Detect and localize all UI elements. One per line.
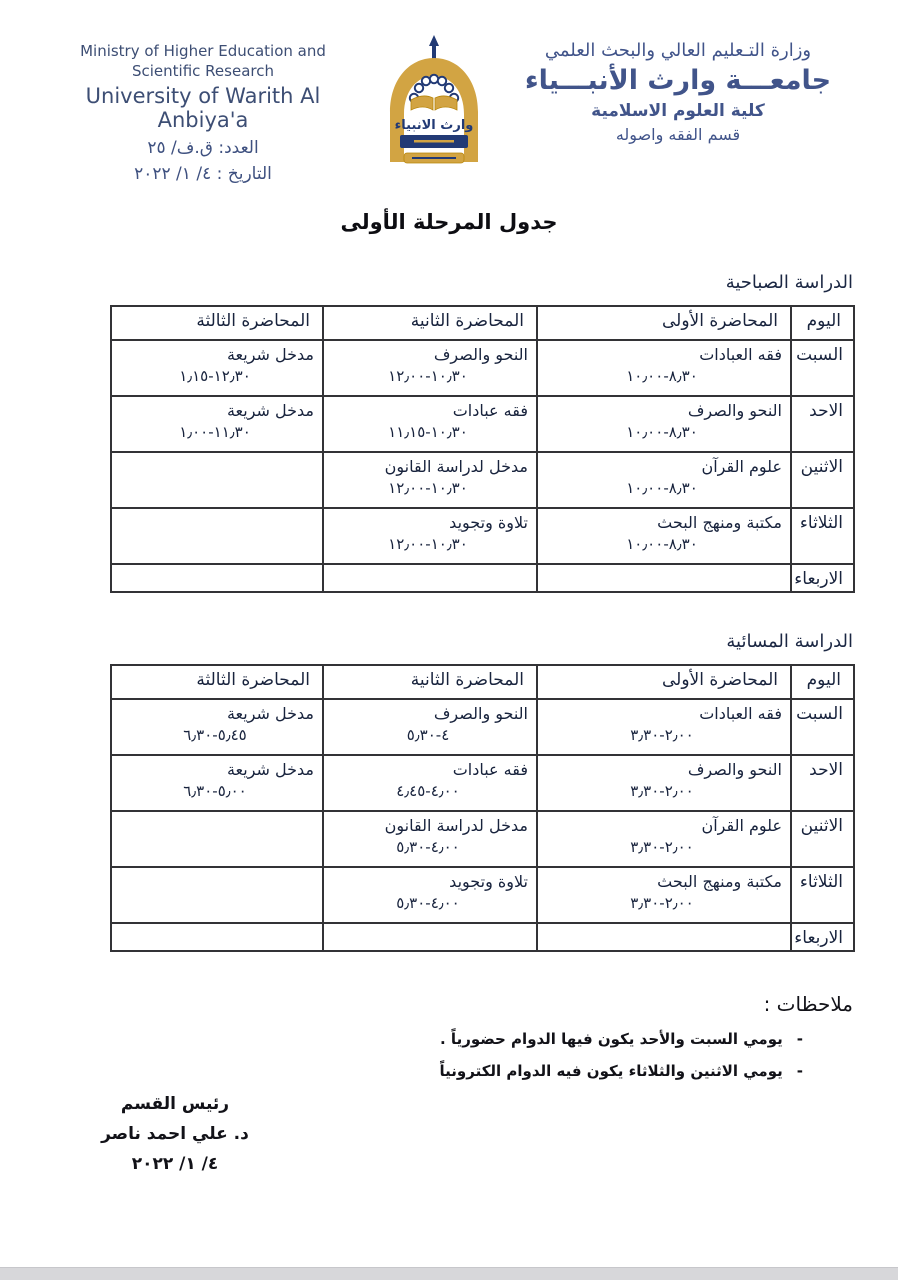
subject-text: النحو والصرف (433, 345, 528, 364)
lecture-cell (323, 396, 537, 452)
subject-text: مدخل لدراسة القانون (384, 816, 528, 835)
subject-text: علوم القرآن (701, 816, 782, 835)
time-text: ٤-٥٫٣٠ (406, 726, 450, 744)
time-text: ٨٫٣٠-١٠٫٠٠ (626, 479, 698, 497)
time-text: ١٠٫٣٠-١١٫١٥ (388, 423, 468, 441)
subject-text: النحو والصرف (433, 704, 528, 723)
time-text: ٤٫٠٠-٤٫٤٥ (396, 782, 460, 800)
lecture-cell-empty (111, 923, 323, 951)
day-cell: الاربعاء (791, 564, 854, 592)
col-header-lecture3: المحاضرة الثالثة (111, 665, 323, 699)
lecture-cell (537, 340, 791, 396)
lecture-cell-empty (111, 867, 323, 923)
logo-book-icon (411, 96, 457, 110)
lecture-cell (111, 396, 323, 452)
col-header-lecture3: المحاضرة الثالثة (111, 306, 323, 340)
subject-text: فقه عبادات (452, 760, 528, 779)
lecture-cell-empty (537, 564, 791, 592)
table-row-tuesday (111, 867, 854, 923)
time-text: ١٢٫٣٠-١٫١٥ (179, 367, 251, 385)
lecture-cell-empty (111, 811, 323, 867)
time-text: ٤٫٠٠-٥٫٣٠ (396, 894, 460, 912)
subject-text: علوم القرآن (701, 457, 782, 476)
subject-text: مدخل شريعة (226, 760, 314, 779)
subject-text: النحو والصرف (687, 401, 782, 420)
table-row-saturday (111, 340, 854, 396)
note-text: يومي الاثنين والثلاثاء يكون فيه الدوام الكترونياً (439, 1062, 783, 1080)
university-logo (374, 34, 494, 186)
note-item (0, 1030, 803, 1048)
university-en: University of Warith Al Anbiya'a (85, 84, 321, 132)
subject-text: مكتبة ومنهج البحث (657, 513, 782, 532)
page-title: جدول المرحلة الأولى (340, 210, 558, 234)
header-row (111, 306, 854, 340)
day-cell: الاحد (791, 755, 854, 811)
notes-heading: ملاحظات : (763, 992, 853, 1016)
col-header-lecture2: المحاضرة الثانية (323, 306, 537, 340)
notes-section (0, 992, 853, 1080)
table-row-saturday (111, 699, 854, 755)
day-cell: الثلاثاء (791, 867, 854, 923)
letterhead (0, 0, 898, 184)
scan-edge-artifact (0, 1267, 898, 1280)
lecture-cell-empty (323, 923, 537, 951)
lecture-cell (323, 811, 537, 867)
col-header-lecture1: المحاضرة الأولى (537, 665, 791, 699)
department-ar: قسم الفقه واصوله (615, 125, 741, 144)
dash-bullet-icon: - (796, 1030, 803, 1048)
morning-schedule-table (110, 305, 855, 593)
subject-text: فقه العبادات (699, 704, 782, 723)
day-cell: السبت (791, 699, 854, 755)
subject-text: فقه العبادات (699, 345, 782, 364)
document-number: العدد: ق.ف/ ٢٥ (147, 138, 259, 158)
lecture-cell (111, 755, 323, 811)
logo-calligraphy-text: وارث الانبياء (394, 118, 474, 133)
day-cell: السبت (791, 340, 854, 396)
signature-block (80, 1090, 270, 1179)
time-text: ٨٫٣٠-١٠٫٠٠ (626, 535, 698, 553)
day-cell: الاحد (791, 396, 854, 452)
lecture-cell-empty (111, 508, 323, 564)
table-row-monday (111, 811, 854, 867)
signature-date: ٤/ ١/ ٢٠٢٢ (131, 1153, 219, 1174)
lecture-cell (111, 340, 323, 396)
time-text: ٢٫٠٠-٣٫٣٠ (630, 894, 694, 912)
lecture-cell (537, 699, 791, 755)
subject-text: النحو والصرف (687, 760, 782, 779)
time-text: ١٠٫٣٠-١٢٫٠٠ (388, 367, 468, 385)
note-item (0, 1062, 803, 1080)
col-header-lecture2: المحاضرة الثانية (323, 665, 537, 699)
day-cell: الاربعاء (791, 923, 854, 951)
table-row-sunday (111, 396, 854, 452)
signature-role: رئيس القسم (120, 1094, 230, 1114)
subject-text: تلاوة وتجويد (449, 872, 528, 891)
lecture-cell (323, 452, 537, 508)
table-row-wednesday (111, 923, 854, 951)
col-header-lecture1: المحاضرة الأولى (537, 306, 791, 340)
col-header-day: اليوم (791, 306, 854, 340)
logo-ribbon-icon (404, 153, 464, 163)
time-text: ٢٫٠٠-٣٫٣٠ (630, 726, 694, 744)
lecture-cell (537, 755, 791, 811)
evening-study-section (0, 631, 898, 952)
day-cell: الاثنين (791, 811, 854, 867)
lecture-cell (323, 508, 537, 564)
time-text: ٢٫٠٠-٣٫٣٠ (630, 782, 694, 800)
logo-minaret-icon (429, 35, 439, 60)
col-header-day: اليوم (791, 665, 854, 699)
lecture-cell-empty (111, 564, 323, 592)
subject-text: مدخل شريعة (226, 345, 314, 364)
subject-text: مكتبة ومنهج البحث (657, 872, 782, 891)
lecture-cell-empty (537, 923, 791, 951)
time-text: ٥٫٤٥-٦٫٣٠ (183, 726, 247, 744)
lecture-cell (323, 340, 537, 396)
time-text: ٤٫٠٠-٥٫٣٠ (396, 838, 460, 856)
lecture-cell (323, 755, 537, 811)
time-text: ١١٫٣٠-١٫٠٠ (179, 423, 251, 441)
day-cell: الاثنين (791, 452, 854, 508)
document-date: التاريخ : ٤/ ١/ ٢٠٢٢ (134, 164, 272, 184)
time-text: ٨٫٣٠-١٠٫٠٠ (626, 367, 698, 385)
time-text: ١٠٫٣٠-١٢٫٠٠ (388, 535, 468, 553)
letterhead-arabic-block (488, 40, 868, 144)
lecture-cell (537, 396, 791, 452)
note-text: يومي السبت والأحد يكون فيها الدوام حضورياً . (440, 1030, 783, 1048)
subject-text: مدخل لدراسة القانون (384, 457, 528, 476)
subject-text: مدخل شريعة (226, 704, 314, 723)
time-text: ٨٫٣٠-١٠٫٠٠ (626, 423, 698, 441)
time-text: ١٠٫٣٠-١٢٫٠٠ (388, 479, 468, 497)
lecture-cell (323, 699, 537, 755)
table-row-wednesday (111, 564, 854, 592)
lecture-cell (537, 508, 791, 564)
lecture-cell (537, 867, 791, 923)
letterhead-english-block (38, 42, 368, 184)
subject-text: فقه عبادات (452, 401, 528, 420)
lecture-cell (323, 867, 537, 923)
evening-schedule-table (110, 664, 855, 952)
section-label-morning: الدراسة الصباحية (725, 272, 853, 293)
ministry-en-line2: Scientific Research (132, 61, 274, 80)
college-ar: كلية العلوم الاسلامية (591, 101, 765, 121)
table-row-monday (111, 452, 854, 508)
table-row-tuesday (111, 508, 854, 564)
lecture-cell-empty (111, 452, 323, 508)
university-ar: جامعـــة وارث الأنبـــياء (524, 65, 832, 96)
table-row-sunday (111, 755, 854, 811)
logo-banner-ornament (414, 140, 454, 143)
day-cell: الثلاثاء (791, 508, 854, 564)
lecture-cell (111, 699, 323, 755)
header-row (111, 665, 854, 699)
subject-text: تلاوة وتجويد (449, 513, 528, 532)
ministry-ar: وزارة التـعليم العالي والبحث العلمي (544, 40, 812, 61)
time-text: ٢٫٠٠-٣٫٣٠ (630, 838, 694, 856)
signature-name: د. علي احمد ناصر (101, 1123, 249, 1144)
dash-bullet-icon: - (796, 1062, 803, 1080)
morning-study-section (0, 272, 898, 593)
subject-text: مدخل شريعة (226, 401, 314, 420)
ministry-en-line1: Ministry of Higher Education and (80, 42, 326, 60)
lecture-cell (537, 811, 791, 867)
lecture-cell-empty (323, 564, 537, 592)
time-text: ٥٫٠٠-٦٫٣٠ (183, 782, 247, 800)
section-label-evening: الدراسة المسائية (726, 631, 853, 652)
lecture-cell (537, 452, 791, 508)
